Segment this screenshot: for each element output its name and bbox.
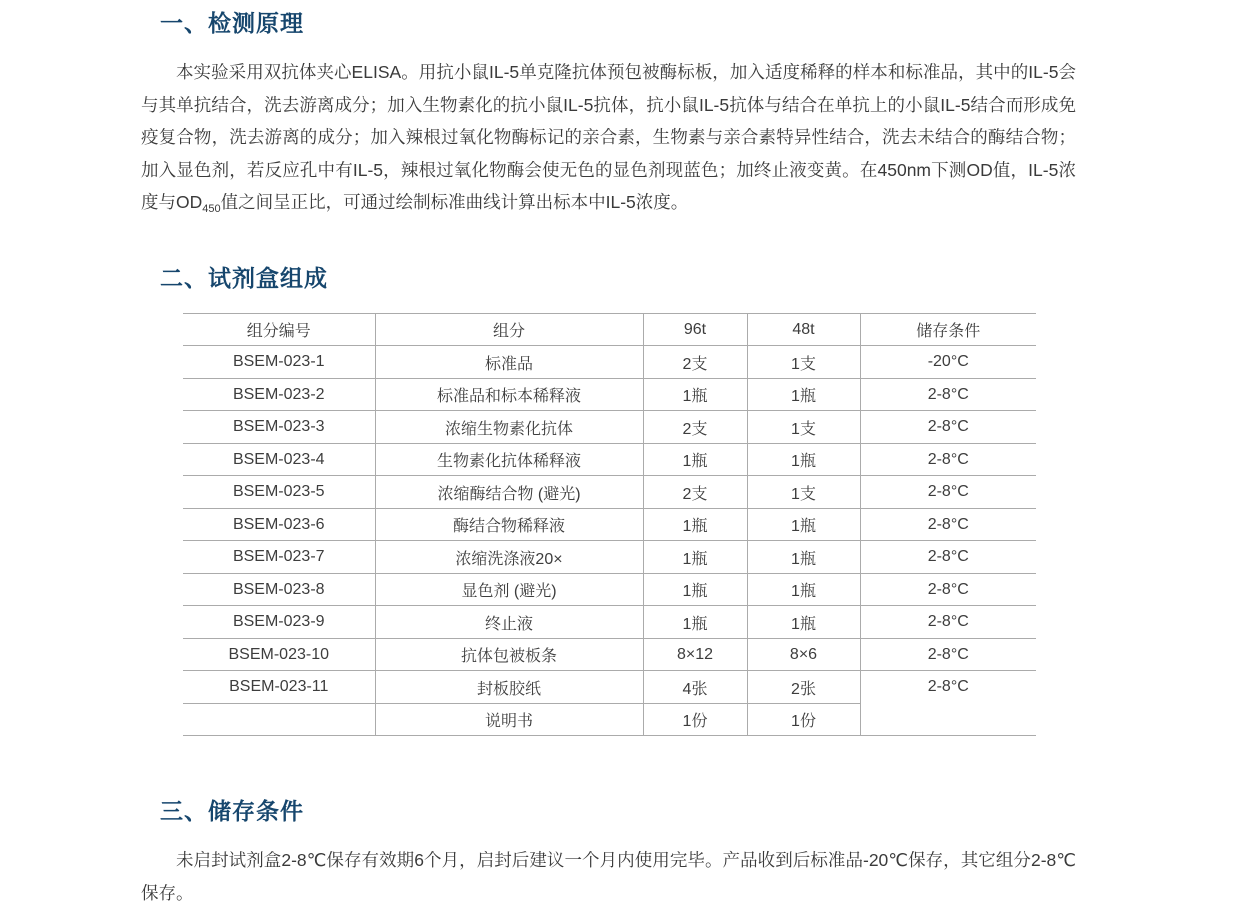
table-cell: 1瓶: [643, 508, 747, 541]
table-header-cell: 48t: [747, 313, 860, 346]
table-cell: 2-8°C: [860, 476, 1036, 509]
table-cell: BSEM-023-3: [183, 411, 375, 444]
table-cell: BSEM-023-2: [183, 378, 375, 411]
document-page: [0, 9, 1241, 923]
table-cell: 1支: [747, 476, 860, 509]
table-row: [183, 703, 1036, 736]
table-cell: 说明书: [375, 703, 643, 736]
section-title-components: 二、试剂盒组成: [160, 264, 328, 291]
table-cell: 显色剂 (避光): [375, 573, 643, 606]
storage-paragraph: 未启封试剂盒2-8℃保存有效期6个月，启封后建议一个月内使用完毕。产品收到后标准品-20℃保存，其它组分2-8℃保存。: [141, 850, 1076, 904]
table-cell: 2-8°C: [860, 508, 1036, 541]
table-cell: 2支: [643, 346, 747, 379]
table-cell: 2支: [643, 411, 747, 444]
table-cell: 2-8°C: [860, 411, 1036, 444]
table-cell: 1瓶: [747, 573, 860, 606]
section-title-storage: 三、储存条件: [160, 798, 304, 825]
table-cell: -20°C: [860, 346, 1036, 379]
od450-subscript: 450: [202, 203, 221, 216]
table-cell: BSEM-023-1: [183, 346, 375, 379]
table-header-row: [183, 313, 1036, 346]
table-cell: BSEM-023-6: [183, 508, 375, 541]
table-cell: BSEM-023-5: [183, 476, 375, 509]
table-row: [183, 541, 1036, 574]
table-cell: BSEM-023-11: [183, 671, 375, 704]
table-cell: 1瓶: [643, 443, 747, 476]
table-cell: 1支: [747, 346, 860, 379]
table-cell: 1份: [643, 703, 747, 736]
table-cell: BSEM-023-10: [183, 638, 375, 671]
table-cell: 1瓶: [643, 573, 747, 606]
table-cell: 浓缩洗涤液20×: [375, 541, 643, 574]
table-row: [183, 346, 1036, 379]
components-table-head: [183, 313, 1036, 346]
table-row: [183, 508, 1036, 541]
table-cell: 8×6: [747, 638, 860, 671]
table-cell: 2支: [643, 476, 747, 509]
table-cell: 生物素化抗体稀释液: [375, 443, 643, 476]
table-row: [183, 443, 1036, 476]
table-row: [183, 671, 1036, 704]
table-row: [183, 638, 1036, 671]
table-row: [183, 411, 1036, 444]
table-cell: BSEM-023-8: [183, 573, 375, 606]
components-table-body: [183, 346, 1036, 736]
table-header-cell: 96t: [643, 313, 747, 346]
table-cell: 标准品: [375, 346, 643, 379]
table-cell: 浓缩酶结合物 (避光): [375, 476, 643, 509]
table-cell: 1瓶: [747, 606, 860, 639]
table-cell: 1瓶: [643, 606, 747, 639]
principle-text-before-subscript: 本实验采用双抗体夹心ELISA。用抗小鼠IL-5单克隆抗体预包被酶标板，加入适度稀释的样本和标准品，其中的IL-5会与其单抗结合，洗去游离成分；加入生物素化的抗小鼠IL-5抗体，抗小鼠IL-5抗体与结合在单抗上的小鼠IL-5结合而形成免疫复合物，洗去游离的成分；加入辣根过氧化物酶标记的亲合素，生物素与亲合素特异性结合，洗去未结合的酶结合物；加入显色剂，若反应孔中有IL-5，辣根过氧化物酶会使无色的显色剂现蓝色；加终止液变黄。在450nm下测OD值，IL-5浓度与OD: [141, 62, 1076, 213]
table-header-cell: 组分: [375, 313, 643, 346]
table-cell: 4张: [643, 671, 747, 704]
principle-paragraph: [141, 56, 1076, 226]
table-cell: 2-8°C: [860, 541, 1036, 574]
table-cell: 标准品和标本稀释液: [375, 378, 643, 411]
table-cell: 1瓶: [643, 378, 747, 411]
table-cell: 浓缩生物素化抗体: [375, 411, 643, 444]
table-header-cell: 组分编号: [183, 313, 375, 346]
table-row: [183, 378, 1036, 411]
section-title-principle: 一、检测原理: [160, 10, 304, 36]
table-cell: 2-8°C: [860, 573, 1036, 606]
table-cell: 抗体包被板条: [375, 638, 643, 671]
table-cell: BSEM-023-7: [183, 541, 375, 574]
table-row: [183, 476, 1036, 509]
table-cell: 2-8°C: [860, 606, 1036, 639]
table-cell: 酶结合物稀释液: [375, 508, 643, 541]
table-cell: 8×12: [643, 638, 747, 671]
table-row: [183, 606, 1036, 639]
table-cell: 1支: [747, 411, 860, 444]
table-cell: 1瓶: [747, 378, 860, 411]
table-cell: [183, 703, 375, 736]
table-cell: 2-8°C: [860, 638, 1036, 671]
principle-text-after-subscript: 值之间呈正比，可通过绘制标准曲线计算出标本中IL-5浓度。: [220, 192, 689, 213]
table-cell: 2张: [747, 671, 860, 704]
table-row: [183, 573, 1036, 606]
table-cell: 1瓶: [747, 508, 860, 541]
table-cell: 终止液: [375, 606, 643, 639]
table-cell: 1份: [747, 703, 860, 736]
table-header-cell: 储存条件: [860, 313, 1036, 346]
table-cell: BSEM-023-9: [183, 606, 375, 639]
table-cell: 2-8°C: [860, 378, 1036, 411]
table-cell: BSEM-023-4: [183, 443, 375, 476]
table-cell: [860, 703, 1036, 736]
table-cell: 1瓶: [747, 541, 860, 574]
table-cell: 2-8°C: [860, 443, 1036, 476]
table-cell: 1瓶: [747, 443, 860, 476]
table-cell: 封板胶纸: [375, 671, 643, 704]
components-table: [183, 313, 1036, 737]
table-cell: 1瓶: [643, 541, 747, 574]
table-cell: 2-8°C: [860, 671, 1036, 704]
